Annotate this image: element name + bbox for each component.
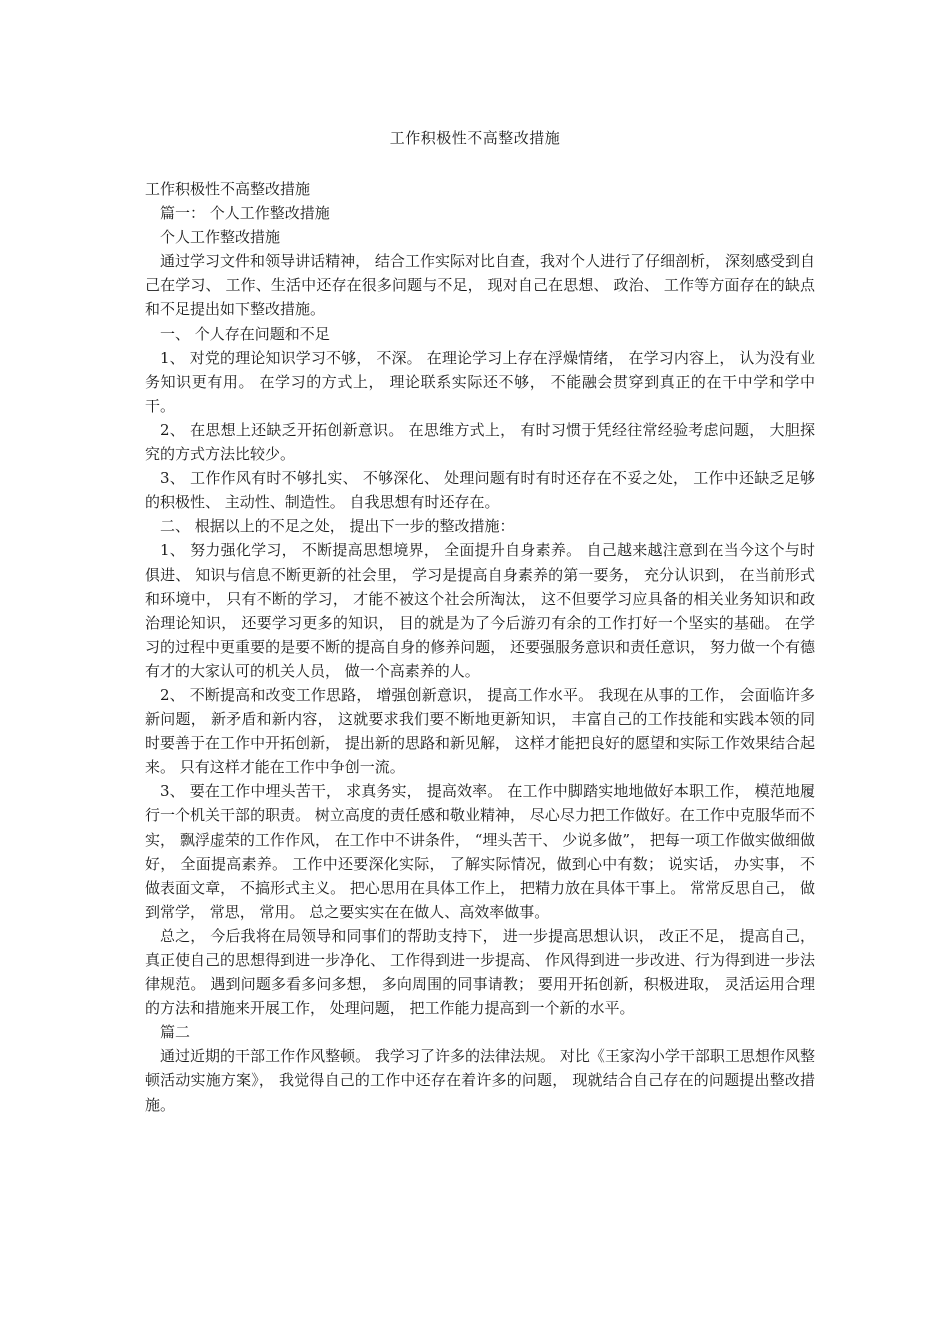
list-item: 3、 要在工作中埋头苦干， 求真务实， 提高效率。 在工作中脚踏实地地做好本职工作， 模范地履行一个机关干部的职责。 树立高度的责任感和敬业精神， 尽心尽力把工作做好。在工作中克服华而不实， 飘浮虚荣的工作作风， 在工作中不讲条件， “埋头苦干、 少说多做”， 把每一项工作做实做细做好， 全面提高素养。 工作中还要深化实际， 了解实际情况，做到心中有数； 说实话， 办实事， 不做表面文章， 不搞形式主义。 把心思用在具体工作上， 把精力放在具体干事上。 常常反思自己， 做到常学， 常思， 常用。 总之要实实在在做人、高效率做事。 xyxy=(145,782,815,921)
paragraph-part2: 通过近期的干部工作作风整顿。 我学习了许多的法律法规。 对比《王家沟小学干部职工思想作风整顿活动实施方案》， 我觉得自己的工作中还存在着许多的问题， 现就结合自己存在的问题提出整改措施。 xyxy=(145,1047,815,1114)
paragraph-intro: 通过学习文件和领导讲话精神， 结合工作实际对比自查，我对个人进行了仔细剖析， 深刻感受到自己在学习、 工作、生活中还存在很多问题与不足， 现对自己在思想、 政治、 工作等方面存在的缺点和不足提出如下整改措施。 xyxy=(145,252,815,319)
document-title: 工作积极性不高整改措施 xyxy=(389,129,561,147)
list-item: 2、 不断提高和改变工作思路， 增强创新意识， 提高工作水平。 我现在从事的工作， 会面临许多新问题， 新矛盾和新内容， 这就要求我们要不断地更新知识， 丰富自己的工作技能和实践本领的同时要善于在工作中开拓创新， 提出新的思路和新见解， 这样才能把良好的愿望和实际工作效果结合起来。 只有这样才能在工作中争创一流。 xyxy=(145,685,815,777)
list-heading-2: 二、 根据以上的不足之处， 提出下一步的整改措施： xyxy=(160,517,515,536)
body-heading: 工作积极性不高整改措施 xyxy=(145,180,311,198)
list-item: 1、 努力强化学习， 不断提高思想境界， 全面提升自身素养。 自己越来越注意到在当今这个与时俱进、 知识与信息不断更新的社会里， 学习是提高自身素养的第一要务， 充分认识到， 在当前形式和环境中， 只有不断的学习， 才能不被这个社会所淘汰， 这不但要学习应具备的相关业务知识和政治理论知识， 还要学习更多的知识， 目的就是为了今后游刃有余的工作打好一个坚实的基础。 在学习的过程中更重要的是要不断的提高自身的修养问题， 还要强服务意识和责任意识， 努力做一个有德有才的大家认可的机关人员， 做一个高素养的人。 xyxy=(145,541,815,680)
list-item: 2、 在思想上还缺乏开拓创新意识。 在思维方式上， 有时习惯于凭经往常经验考虑问题， 大胆探究的方式方法比较少。 xyxy=(145,420,815,464)
section-heading-2: 篇二 xyxy=(160,1023,191,1042)
list-item: 1、 对党的理论知识学习不够， 不深。 在理论学习上存在浮燥情绪， 在学习内容上， 认为没有业务知识更有用。 在学习的方式上， 理论联系实际还不够， 不能融会贯穿到真正的在干中学和学中干。 xyxy=(145,348,815,415)
paragraph-summary: 总之， 今后我将在局领导和同事们的帮助支持下， 进一步提高思想认识， 改正不足， 提高自己， 真正使自己的思想得到进一步净化、 工作得到进一步提高、 作风得到进一步改进、行为得到进一步法律规范。 遇到问题多看多问多想， 多向周围的同事请教； 要用开拓创新，积极进取， 灵活运用合理的方法和措施来开展工作， 处理问题， 把工作能力提高到一个新的水平。 xyxy=(145,926,815,1018)
list-heading-1: 一、 个人存在问题和不足 xyxy=(160,324,330,343)
section-heading-1: 篇一： 个人工作整改措施 xyxy=(160,204,330,223)
document-body xyxy=(145,177,815,1117)
list-item: 3、 工作作风有时不够扎实、 不够深化、 处理问题有时有时还存在不妥之处， 工作中还缺乏足够的积极性、 主动性、制造性。 自我思想有时还存在。 xyxy=(145,469,815,512)
subsection-heading: 个人工作整改措施 xyxy=(160,228,281,247)
